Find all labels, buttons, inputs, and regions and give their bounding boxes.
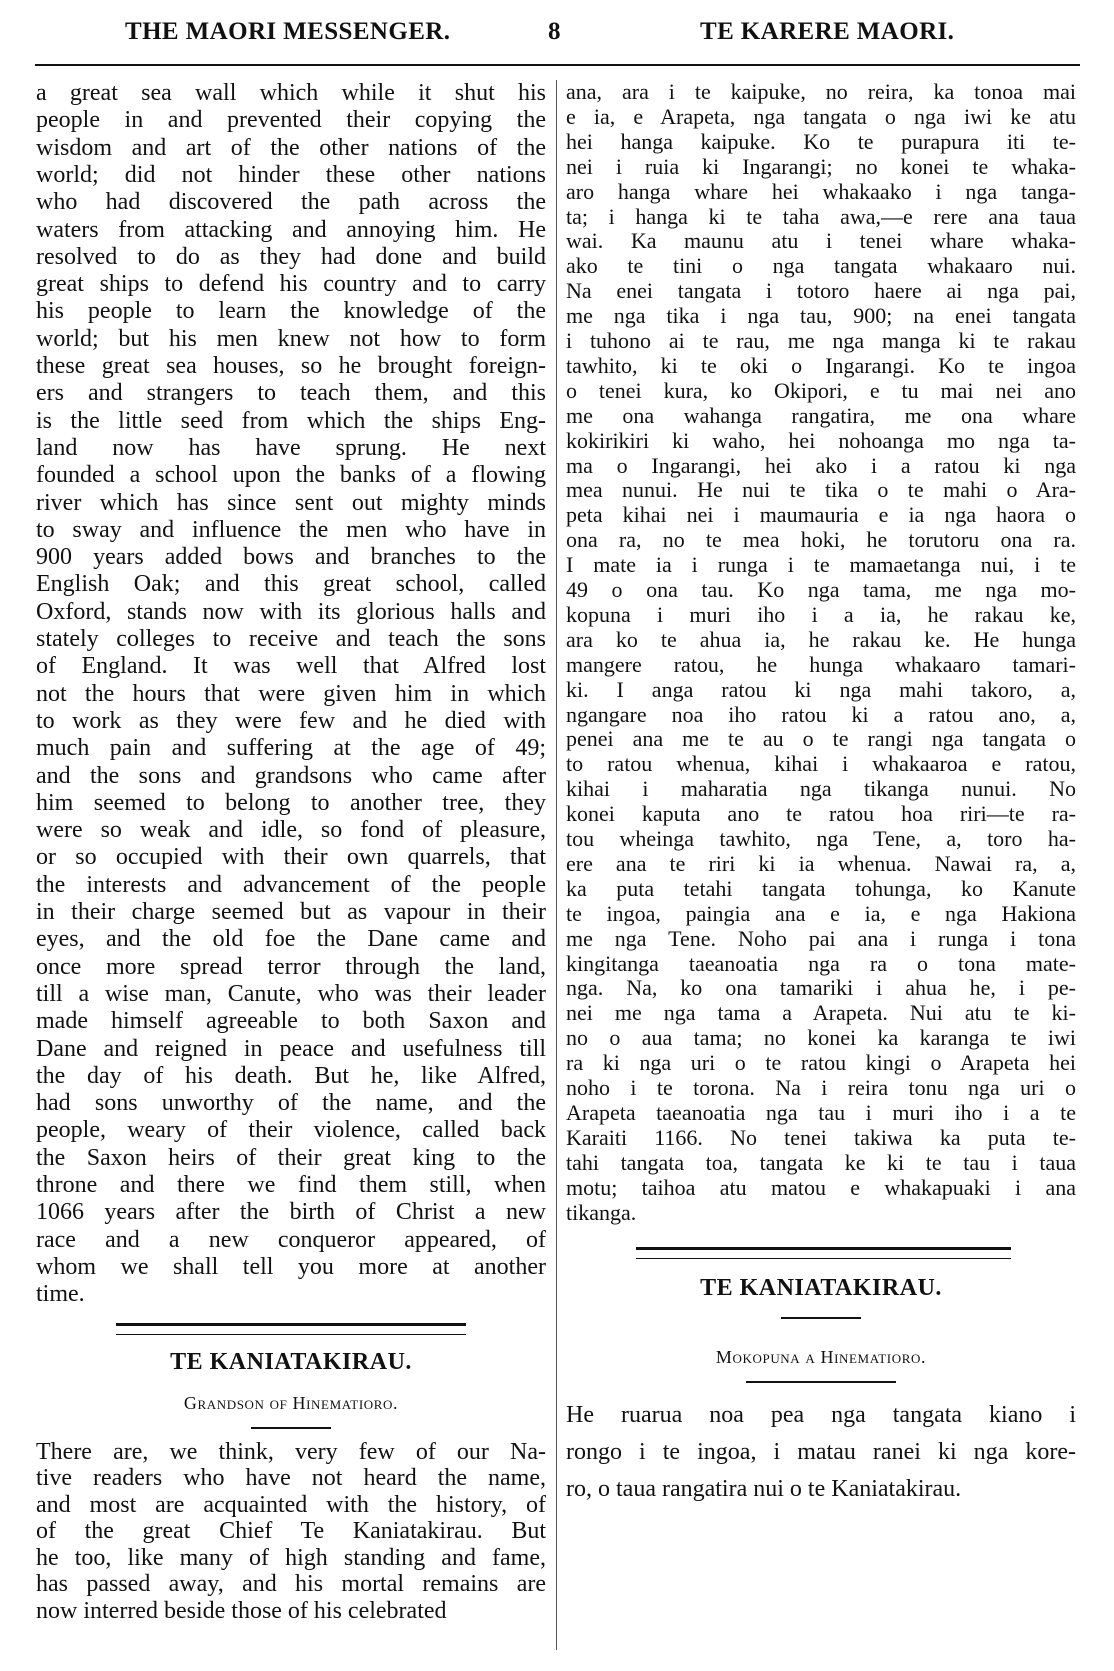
short-rule xyxy=(746,1381,896,1383)
text-line: tahi tangata toa, tangata ke ki te tau i taua xyxy=(566,1150,1076,1175)
text-line: tawhito, ki te oki o Ingarangi. Ko te ingoa xyxy=(566,353,1076,378)
text-line: once more spread terror through the land, xyxy=(36,953,546,980)
text-line: 900 years added bows and branches to the xyxy=(36,544,546,571)
text-line: great ships to defend his country and to carry xyxy=(36,271,546,298)
text-line: throne and there we find them still, when xyxy=(36,1172,546,1198)
text-line: is the little seed from which the ships Eng- xyxy=(36,407,546,434)
text-line: kokirikiri ki waho, hei nohoanga mo nga ta- xyxy=(566,428,1076,453)
english-masthead-title: THE MAORI MESSENGER. xyxy=(125,18,451,45)
text-line: ka puta tetahi tangata tohunga, ko Kanute xyxy=(566,876,1076,901)
text-line: river which has since sent out mighty minds xyxy=(36,489,546,516)
text-line: nei i ruia ki Ingarangi; no konei te whaka- xyxy=(566,154,1076,179)
text-line: ro, o taua rangatira nui o te Kaniatakirau. xyxy=(566,1476,962,1503)
text-line: ma o Ingarangi, hei ako i a ratou ki nga xyxy=(566,453,1076,478)
page-number: 8 xyxy=(548,18,561,45)
text-line: Arapeta taeanoatia nga tau i muri iho i a te xyxy=(566,1100,1076,1125)
short-rule xyxy=(781,1317,861,1319)
text-line: and the sons and grandsons who came after xyxy=(36,762,546,789)
text-line: hei hanga kaipuke. Ko te purapura iti te- xyxy=(566,129,1076,154)
short-rule xyxy=(251,1427,331,1429)
text-line: people, weary of their violence, called back xyxy=(36,1117,546,1144)
text-line: ana, ara i te kaipuke, no reira, ka tonoa mai xyxy=(566,80,1076,104)
text-line: not the hours that were given him in which xyxy=(36,680,546,707)
section-rule xyxy=(116,1323,466,1335)
text-line: peta kihai nei i maumauria e ia nga haora o xyxy=(566,503,1076,528)
text-line: him seemed to belong to another tree, they xyxy=(36,789,546,816)
text-line: stately colleges to receive and teach the sons xyxy=(36,626,546,652)
text-line: o tenei kura, ko Okipori, e tu mai nei ano xyxy=(566,378,1076,403)
text-line: the interests and advancement of the people xyxy=(36,871,546,898)
text-line: tive readers who have not heard the name, xyxy=(36,1465,546,1491)
text-line: land now has have sprung. He next xyxy=(36,434,546,461)
text-line: of the great Chief Te Kaniatakirau. But xyxy=(36,1518,546,1544)
text-line: made himself agreeable to both Saxon and xyxy=(36,1008,546,1035)
text-line: people in and prevented their copying the xyxy=(36,107,546,134)
text-line: ki. I anga ratou ki nga mahi takoro, a, xyxy=(566,677,1076,702)
text-line: me ona wahanga rangatira, me ona whare xyxy=(566,403,1076,428)
text-line: e ia, e Arapeta, nga tangata o nga iwi ke atu xyxy=(566,104,1076,129)
text-line: noho i te torona. Na i reira tonu nga uri o xyxy=(566,1076,1076,1100)
text-line: kihai i maharatia nga tikanga nunui. No xyxy=(566,777,1076,802)
maori-masthead-title: TE KARERE MAORI. xyxy=(700,18,955,45)
text-line: mea nunui. He nui te tika o te mahi o Ara- xyxy=(566,478,1076,503)
text-line: a great sea wall which while it shut his xyxy=(36,80,546,106)
page-header xyxy=(0,18,1114,58)
text-line: tou wheinga tawhito, nga Tene, a, toro ha- xyxy=(566,827,1076,851)
text-line: ta; i hanga ki te taha awa,—e rere ana taua xyxy=(566,204,1076,229)
text-line: eyes, and the old foe the Dane came and xyxy=(36,926,546,953)
text-line: There are, we think, very few of our Na- xyxy=(36,1438,546,1465)
text-line: ara ko te ahua ia, he rakau ke. He hunga xyxy=(566,627,1076,652)
text-line: whom we shall tell you more at another xyxy=(36,1253,546,1280)
text-line: he too, like many of high standing and fame, xyxy=(36,1544,546,1571)
column-divider xyxy=(556,80,557,1650)
text-line: founded a school upon the banks of a flowing xyxy=(36,462,546,489)
header-rule xyxy=(35,64,1080,66)
section-subheading: Grandson of Hinematioro. xyxy=(183,1392,399,1413)
text-line: I mate ia i runga i te mamaetanga nui, i te xyxy=(566,553,1076,578)
text-line: ako te tini o nga tangata whakaaro nui. xyxy=(566,254,1076,279)
text-line: ere ana te riri ki ia whenua. Nawai ra, a, xyxy=(566,851,1076,876)
text-line: 49 o ona tau. Ko nga tama, me nga mo- xyxy=(566,578,1076,602)
text-line: rongo i te ingoa, i matau ranei ki nga kore- xyxy=(566,1439,1076,1466)
text-line: who had discovered the path across the xyxy=(36,189,546,216)
text-line: mangere ratou, he hunga whakaaro tamari- xyxy=(566,652,1076,677)
text-line: Na enei tangata i totoro haere ai nga pai, xyxy=(566,279,1076,304)
text-line: race and a new conqueror appeared, of xyxy=(36,1226,546,1253)
text-line: time. xyxy=(36,1281,85,1308)
text-line: these great sea houses, so he brought foreign- xyxy=(36,353,546,379)
text-line: ers and strangers to teach them, and this xyxy=(36,380,546,407)
text-line: of England. It was well that Alfred lost xyxy=(36,653,546,680)
text-line: wisdom and art of the other nations of the xyxy=(36,134,546,161)
section-rule xyxy=(636,1247,1011,1259)
text-line: to sway and influence the men who have in xyxy=(36,516,546,543)
text-line: me nga tika i nga tau, 900; na enei tangata xyxy=(566,304,1076,329)
text-line: Karaiti 1166. No tenei takiwa ka puta te- xyxy=(566,1125,1076,1150)
text-line: the Saxon heirs of their great king to the xyxy=(36,1144,546,1171)
text-line: English Oak; and this great school, called xyxy=(36,571,546,598)
text-line: resolved to do as they had done and build xyxy=(36,243,546,270)
text-line: or so occupied with their own quarrels, that xyxy=(36,844,546,871)
text-line: had sons unworthy of the name, and the xyxy=(36,1090,546,1117)
section-heading: TE KANIATAKIRAU. xyxy=(700,1275,942,1302)
text-line: kingitanga taeanoatia nga ra o tona mate- xyxy=(566,951,1076,976)
text-line: Oxford, stands now with its glorious halls and xyxy=(36,598,546,625)
text-line: He ruarua noa pea nga tangata kiano i xyxy=(566,1402,1076,1429)
text-line: i tuhono ai te rau, me nga manga ki te rakau xyxy=(566,329,1076,353)
text-line: to work as they were few and he died with xyxy=(36,707,546,734)
text-line: 1066 years after the birth of Christ a new xyxy=(36,1199,546,1226)
text-line: ona ra, no te mea hoki, he torutoru ona ra. xyxy=(566,528,1076,553)
text-line: te ingoa, paingia ana e ia, e nga Hakiona xyxy=(566,901,1076,926)
text-line: kopuna i muri iho i a ia, he rakau ke, xyxy=(566,602,1076,627)
text-line: tikanga. xyxy=(566,1200,637,1225)
text-line: penei ana me te au o te rangi nga tangata o xyxy=(566,727,1076,752)
text-line: konei kaputa ano te ratou hoa riri—te ra- xyxy=(566,802,1076,827)
text-line: in their charge seemed but as vapour in their xyxy=(36,899,546,925)
text-line: now interred beside those of his celebrated xyxy=(36,1597,447,1624)
text-line: has passed away, and his mortal remains are xyxy=(36,1571,546,1597)
text-line: and most are acquainted with the history, of xyxy=(36,1491,546,1518)
text-line: wai. Ka maunu atu i tenei whare whaka- xyxy=(566,229,1076,254)
text-line: much pain and suffering at the age of 49; xyxy=(36,735,546,762)
text-line: world; did not hinder these other nations xyxy=(36,161,546,188)
text-line: the day of his death. But he, like Alfred, xyxy=(36,1062,546,1089)
text-line: Dane and reigned in peace and usefulness till xyxy=(36,1035,546,1062)
text-line: his people to learn the knowledge of the xyxy=(36,298,546,325)
text-line: nei me nga tama a Arapeta. Nui atu te ki- xyxy=(566,1001,1076,1026)
text-line: to ratou whenua, kihai i whakaaroa e ratou, xyxy=(566,752,1076,777)
text-line: nga. Na, ko ona tamariki i ahua he, i pe- xyxy=(566,976,1076,1001)
text-line: motu; taihoa atu matou e whakapuaki i ana xyxy=(566,1175,1076,1200)
text-line: were so weak and idle, so fond of pleasure, xyxy=(36,817,546,844)
text-line: no o aua tama; no konei ka karanga te iwi xyxy=(566,1026,1076,1051)
text-line: waters from attacking and annoying him. He xyxy=(36,216,546,243)
text-line: ra ki nga uri o te ratou kingi o Arapeta hei xyxy=(566,1051,1076,1076)
text-line: me nga Tene. Noho pai ana i runga i tona xyxy=(566,926,1076,951)
text-line: world; but his men knew not how to form xyxy=(36,325,546,352)
section-subheading: Mokopuna a Hinematioro. xyxy=(715,1347,927,1368)
text-line: aro hanga whare hei whakaako i nga tanga- xyxy=(566,179,1076,204)
text-line: till a wise man, Canute, who was their leader xyxy=(36,980,546,1007)
section-heading: TE KANIATAKIRAU. xyxy=(170,1348,412,1375)
text-line: ngangare noa iho ratou ki a ratou ano, a, xyxy=(566,702,1076,727)
